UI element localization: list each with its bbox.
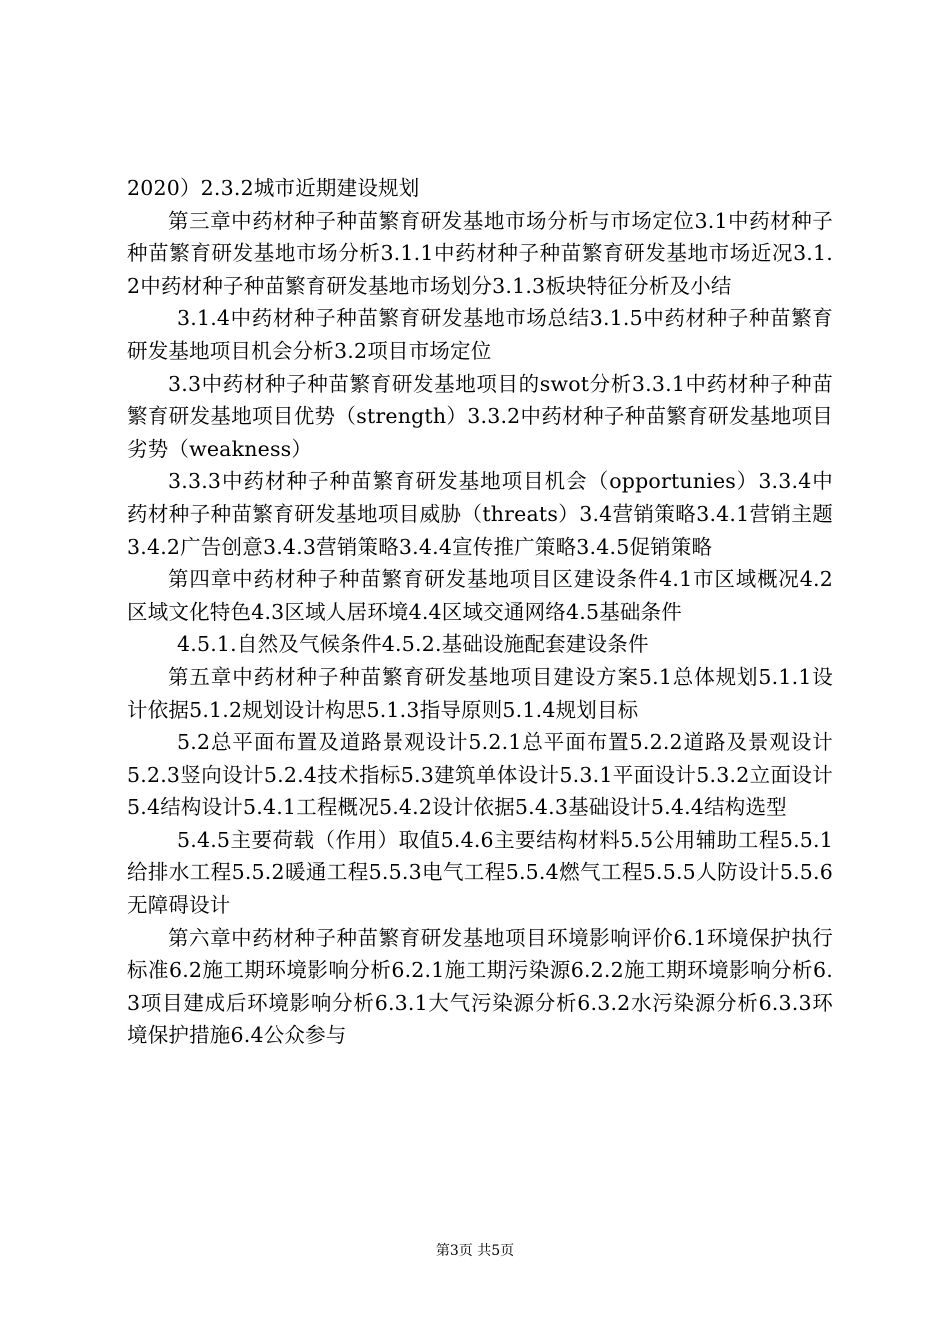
paragraph-5: 3.3.3中药材种子种苗繁育研发基地项目机会（opportunies）3.3.4中药材种子种苗繁育研发基地项目威胁（threats）3.4营销策略3.4.1营销主题3.4.2广告创意3.4.3营销策略3.4.4宣传推广策略3.4.5促销策略 [127,469,833,559]
paragraph-10: 5.4.5主要荷载（作用）取值5.4.6主要结构材料5.5公用辅助工程5.5.1给排水工程5.5.2暖通工程5.5.3电气工程5.5.4燃气工程5.5.5人防设计5.5.6无障碍设计 [127,827,833,918]
paragraph-3: 3.1.4中药材种子种苗繁育研发基地市场总结3.1.5中药材种子种苗繁育研发基地项目机会分析3.2项目市场定位 [127,306,833,363]
paragraph-7: 4.5.1.自然及气候条件4.5.2.基础设施配套建设条件 [177,632,649,657]
paragraph-1: 2020）2.3.2城市近期建设规划 [127,176,420,200]
paragraph-8: 第五章中药材种子种苗繁育研发基地项目建设方案5.1总体规划5.1.1设计依据5.1.2规划设计构思5.1.3指导原则5.1.4规划目标 [127,664,833,722]
page-number-footer: 第3页 共5页 [435,1243,515,1259]
paragraph-9: 5.2总平面布置及道路景观设计5.2.1总平面布置5.2.2道路及景观设计5.2.3竖向设计5.2.4技术指标5.3建筑单体设计5.3.1平面设计5.3.2立面设计5.4结构设计5.4.1工程概况5.4.2设计依据5.4.3基础设计5.4.4结构选型 [127,730,833,820]
document-body [127,172,833,1052]
paragraph-4: 3.3中药材种子种苗繁育研发基地项目的swot分析3.3.1中药材种子种苗繁育研发基地项目优势（strength）3.3.2中药材种子种苗繁育研发基地项目劣势（weakness） [127,371,833,461]
paragraph-11: 第六章中药材种子种苗繁育研发基地项目环境影响评价6.1环境保护执行标准6.2施工期环境影响分析6.2.1施工期污染源6.2.2施工期环境影响分析6.3项目建成后环境影响分析6.3.1大气污染源分析6.3.2水污染源分析6.3.3环境保护措施6.4公众参与 [127,925,833,1048]
paragraph-6: 第四章中药材种子种苗繁育研发基地项目区建设条件4.1市区域概况4.2区域文化特色4.3区域人居环境4.4区域交通网络4.5基础条件 [127,567,833,624]
paragraph-2: 第三章中药材种子种苗繁育研发基地市场分析与市场定位3.1中药材种子种苗繁育研发基地市场分析3.1.1中药材种子种苗繁育研发基地市场近况3.1.2中药材种子种苗繁育研发基地市场划分3.1.3板块特征分析及小结 [127,208,833,298]
